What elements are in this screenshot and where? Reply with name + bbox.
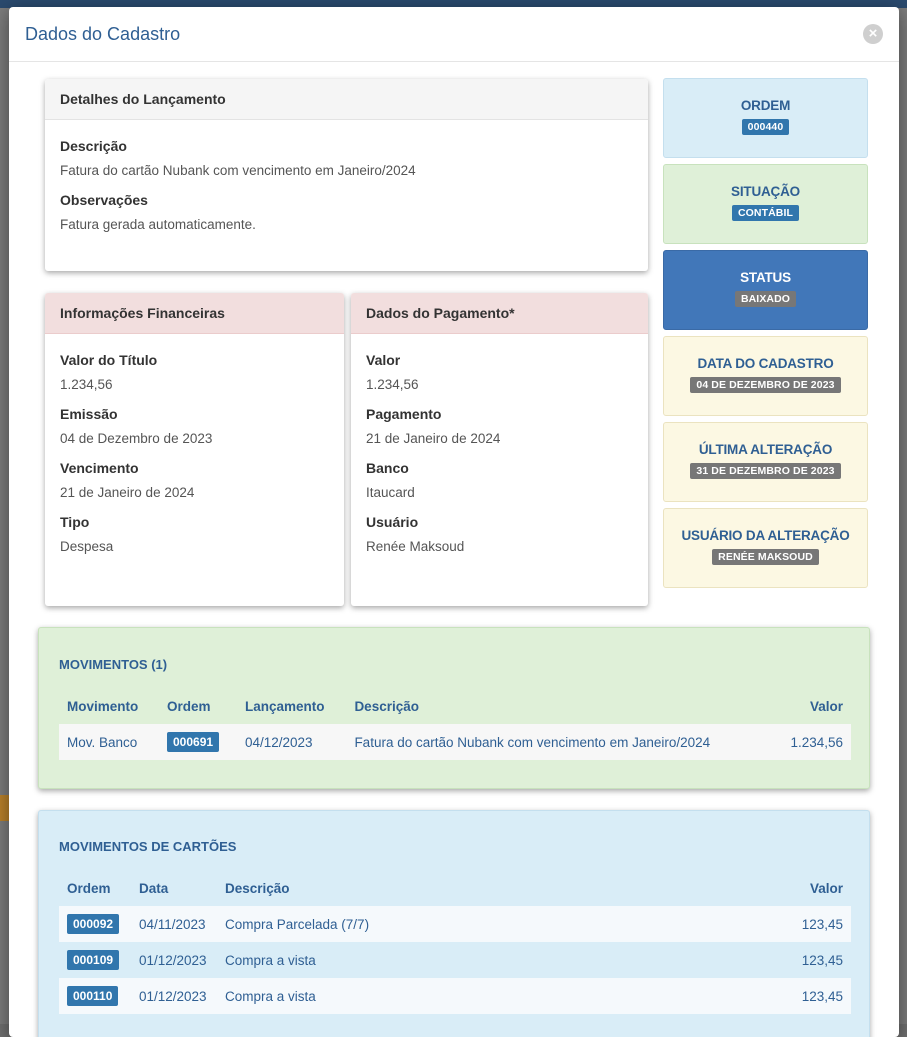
pag-valor-value: 1.234,56	[366, 377, 419, 392]
valor-cell: 1.234,56	[772, 724, 851, 760]
descricao-cell: Compra a vista	[217, 978, 684, 1014]
status-box	[663, 250, 868, 330]
detalhes-card-header: Detalhes do Lançamento	[45, 79, 648, 120]
movimentos-title: MOVIMENTOS (1)	[59, 657, 168, 672]
ordem-cell	[59, 906, 131, 942]
ultima-alteracao-box	[663, 422, 868, 502]
vencimento-label: Vencimento	[60, 460, 139, 476]
valor-cell: 123,45	[684, 978, 851, 1014]
ordem-cell	[159, 724, 237, 760]
cartoes-table	[59, 870, 851, 1014]
descricao-label: Descrição	[60, 138, 127, 154]
observacoes-label: Observações	[60, 192, 148, 208]
situacao-title: SITUAÇÃO	[731, 184, 800, 199]
financeiras-card	[45, 293, 344, 606]
ordem-badge[interactable]: 000092	[67, 914, 119, 934]
valor-cell: 123,45	[684, 942, 851, 978]
movimentos-panel	[38, 627, 870, 789]
data-cell: 01/12/2023	[131, 978, 217, 1014]
table-row[interactable]	[59, 942, 851, 978]
lancamento-cell: 04/12/2023	[237, 724, 346, 760]
background-page-right	[898, 8, 907, 1024]
col-lancamento: Lançamento	[244, 698, 325, 714]
pag-valor-label: Valor	[366, 352, 401, 368]
ordem-box	[663, 78, 868, 158]
banco-value: Itaucard	[366, 485, 415, 500]
col-ordem: Ordem	[67, 880, 111, 896]
banco-label: Banco	[366, 460, 409, 476]
col-valor: Valor	[809, 880, 843, 896]
ordem-cell	[59, 942, 131, 978]
movimento-cell: Mov. Banco	[59, 724, 159, 760]
valor-titulo-label: Valor do Título	[60, 352, 158, 368]
modal-title: Dados do Cadastro	[25, 23, 181, 44]
financeiras-card-header: Informações Financeiras	[45, 293, 344, 334]
cartoes-panel	[38, 810, 870, 1037]
col-valor: Valor	[809, 698, 843, 714]
col-descricao: Descrição	[354, 698, 419, 714]
table-row[interactable]	[59, 724, 851, 760]
usuario-label: Usuário	[366, 514, 419, 530]
vencimento-value: 21 de Janeiro de 2024	[60, 485, 195, 500]
modal-header	[9, 7, 899, 62]
situacao-box	[663, 164, 868, 244]
pagamento-card-header: Dados do Pagamento*	[351, 293, 648, 334]
descricao-cell: Fatura do cartão Nubank com vencimento em Janeiro/2024	[346, 724, 772, 760]
ordem-badge[interactable]: 000110	[67, 986, 118, 1006]
ultima-alteracao-title: ÚLTIMA ALTERAÇÃO	[698, 442, 833, 457]
col-ordem: Ordem	[167, 698, 211, 714]
ordem-badge[interactable]: 000109	[67, 950, 119, 970]
descricao-cell: Compra Parcelada (7/7)	[217, 906, 684, 942]
usuario-alteracao-title: USUÁRIO DA ALTERAÇÃO	[681, 528, 850, 543]
col-data: Data	[139, 880, 169, 896]
data-cadastro-badge: 04 DE DEZEMBRO DE 2023	[690, 377, 840, 393]
descricao-value: Fatura do cartão Nubank com vencimento em Janeiro/2024	[60, 163, 416, 178]
detalhes-card	[45, 79, 648, 271]
cartoes-title: MOVIMENTOS DE CARTÕES	[59, 839, 237, 854]
background-page-left	[0, 8, 9, 1024]
data-cell: 04/11/2023	[131, 906, 217, 942]
close-icon[interactable]: ×	[863, 24, 883, 44]
usuario-alteracao-badge: RENÉE MAKSOUD	[712, 549, 819, 565]
descricao-cell: Compra a vista	[217, 942, 684, 978]
col-descricao: Descrição	[225, 880, 290, 896]
status-badge: BAIXADO	[735, 291, 796, 307]
pagamento-label: Pagamento	[366, 406, 442, 422]
table-row[interactable]	[59, 906, 851, 942]
data-cadastro-title: DATA DO CADASTRO	[697, 356, 834, 371]
valor-cell: 123,45	[684, 906, 851, 942]
status-title: STATUS	[740, 270, 791, 285]
background-button	[0, 795, 9, 821]
col-movimento: Movimento	[67, 698, 139, 714]
usuario-value: Renée Maksoud	[366, 539, 465, 554]
usuario-alteracao-box	[663, 508, 868, 588]
ordem-title: ORDEM	[740, 98, 791, 113]
ordem-badge[interactable]: 000691	[167, 732, 219, 752]
data-cell: 01/12/2023	[131, 942, 217, 978]
valor-titulo-value: 1.234,56	[60, 377, 113, 392]
pagamento-value: 21 de Janeiro de 2024	[366, 431, 501, 446]
ordem-badge: 000440	[742, 119, 790, 135]
situacao-badge: CONTÁBIL	[732, 205, 799, 221]
emissao-value: 04 de Dezembro de 2023	[60, 431, 213, 446]
movimentos-table	[59, 688, 851, 760]
data-cadastro-box	[663, 336, 868, 416]
modal-dialog	[9, 7, 899, 1037]
observacoes-value: Fatura gerada automaticamente.	[60, 217, 256, 232]
ordem-cell	[59, 978, 131, 1014]
pagamento-card	[351, 293, 648, 606]
emissao-label: Emissão	[60, 406, 118, 422]
table-row[interactable]	[59, 978, 851, 1014]
tipo-value: Despesa	[60, 539, 114, 554]
ultima-alteracao-badge: 31 DE DEZEMBRO DE 2023	[690, 463, 840, 479]
tipo-label: Tipo	[60, 514, 90, 530]
